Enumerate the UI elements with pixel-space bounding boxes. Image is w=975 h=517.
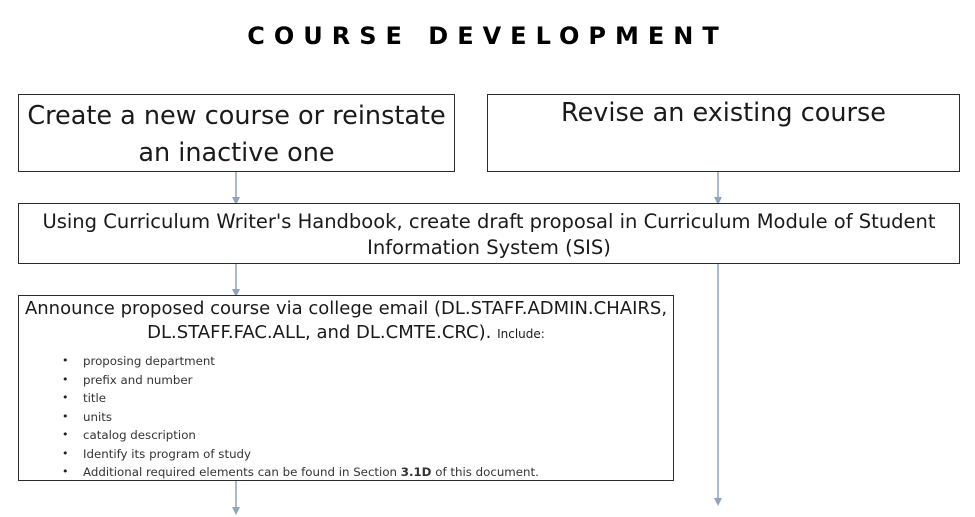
create-new-course-line2: an inactive one — [138, 138, 335, 168]
diagram-title: COURSE DEVELOPMENT — [247, 22, 728, 50]
draft-proposal-line2: Information System (SIS) — [367, 236, 611, 259]
announce-line2: DL.STAFF.FAC.ALL, and DL.CMTE.CRC). — [147, 322, 492, 343]
announce-heading — [19, 296, 673, 346]
announce-include-label: Include: — [497, 327, 545, 341]
list-item: • prefix and number — [83, 371, 673, 390]
list-item: • title — [83, 389, 673, 408]
draft-proposal-box — [18, 203, 960, 264]
list-item: • proposing department — [83, 352, 673, 371]
section-reference: 3.1D — [400, 465, 432, 479]
list-item: • catalog description — [83, 426, 673, 445]
additional-pre: Additional required elements can be found in Section — [83, 465, 401, 479]
list-item-additional — [83, 463, 673, 482]
include-list — [19, 352, 673, 482]
draft-proposal-line1: Using Curriculum Writer's Handbook, create draft proposal in Curriculum Module of Student — [42, 210, 936, 233]
announce-line2-wrap — [19, 321, 673, 346]
additional-post: of this document. — [431, 465, 539, 479]
list-item: • units — [83, 408, 673, 427]
revise-course-text: Revise an existing course — [561, 98, 886, 128]
create-new-course-line1: Create a new course or reinstate — [27, 101, 446, 131]
list-item: • Identify its program of study — [83, 445, 673, 464]
create-new-course-box — [18, 94, 455, 172]
revise-course-box — [487, 94, 960, 172]
announce-line1: Announce proposed course via college email (DL.STAFF.ADMIN.CHAIRS, — [24, 298, 668, 319]
announce-course-box — [18, 295, 674, 481]
